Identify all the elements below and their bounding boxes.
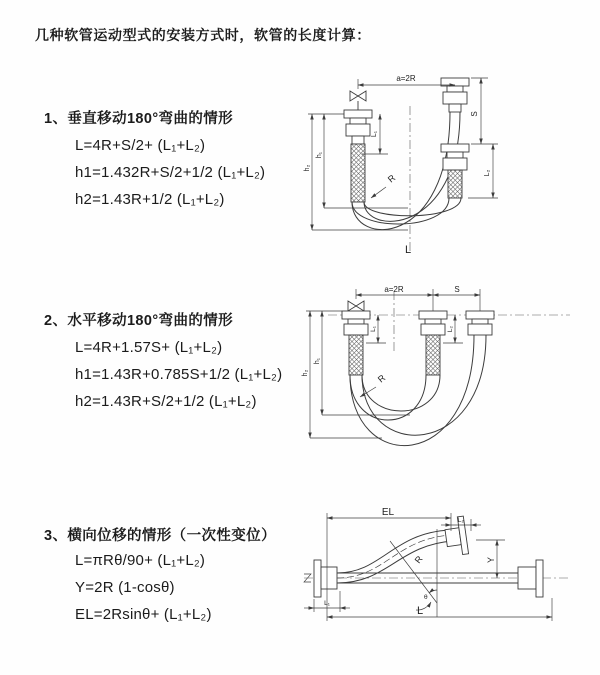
section-3-formula-Y: Y=2R (1-cosθ): [75, 579, 175, 596]
valve-icon: [350, 91, 366, 110]
section-1-heading: 1、垂直移动180°弯曲的情形: [44, 111, 234, 127]
dim-label-l1: L₁: [370, 326, 377, 332]
dim-label-s: S: [454, 285, 460, 294]
dim-label-el: EL: [381, 507, 395, 518]
dim-label-r: R: [385, 172, 398, 185]
left-fitting: [342, 311, 370, 375]
dim-label-l2: L₂: [484, 169, 491, 177]
valve-icon: [348, 301, 364, 311]
section-2-formula-h1: h1=1.43R+0.785S+1/2 (L₁+L₂): [75, 366, 283, 383]
braided-hose-section: [426, 335, 440, 375]
middle-fitting: [419, 311, 447, 375]
right-fitting-lower: [441, 144, 469, 198]
dim-label-theta: θ: [424, 594, 428, 601]
dim-a2r: [358, 74, 455, 89]
section-1-formula-L: L=4R+S/2+ (L₁+L₂): [75, 137, 206, 154]
section-1-formula-h1: h1=1.432R+S/2+1/2 (L₁+L₂): [75, 164, 266, 181]
dim-label-l: L: [404, 244, 412, 256]
braided-hose-section: [448, 170, 462, 198]
dim-label-r: R: [375, 372, 388, 385]
page-title: 几种软管运动型式的安装方式时，软管的长度计算：: [35, 27, 371, 43]
section-2-formula-h2: h2=1.43R+S/2+1/2 (L₁+L₂): [75, 393, 257, 410]
dim-label-h1: h₁: [314, 357, 321, 365]
diagram-horizontal-180-bend: [298, 283, 590, 461]
right-fitting-upper: [441, 78, 469, 112]
dim-label-l2: L₂: [447, 325, 454, 333]
dim-s: [433, 285, 480, 295]
section-1-formula-h2: h2=1.43R+1/2 (L₁+L₂): [75, 191, 225, 208]
diagram-lateral-displacement: [300, 505, 600, 630]
dim-label-a2r: a=2R: [384, 285, 404, 294]
diagram-vertical-180-bend: [300, 70, 590, 260]
left-fitting: [314, 560, 337, 597]
right-fitting-upper: [443, 516, 468, 556]
dim-l2: [468, 144, 498, 198]
dim-label-l: L: [416, 605, 424, 617]
section-3-formula-EL: EL=2Rsinθ+ (L₁+L₂): [75, 606, 212, 623]
dim-l: [327, 598, 552, 621]
dim-label-h1: h₁: [316, 151, 323, 159]
dim-label-y: Y: [486, 556, 496, 564]
section-3-heading: 3、横向位移的情形（一次性变位）: [44, 528, 276, 544]
section-2-formula-L: L=4R+1.57S+ (L₁+L₂): [75, 339, 223, 356]
radius-callout: [371, 172, 398, 198]
dim-label-l2: L₂: [457, 517, 465, 524]
left-fitting: [344, 110, 372, 202]
dim-label-l1: L₁: [324, 600, 330, 607]
dim-el: [327, 507, 451, 621]
braided-hose-section: [349, 335, 363, 375]
section-3-formula-L: L=πRθ/90+ (L₁+L₂): [75, 552, 206, 569]
dim-label-h2: h₂: [302, 369, 309, 377]
section-2-heading: 2、水平移动180°弯曲的情形: [44, 313, 234, 329]
dim-label-s: S: [470, 111, 479, 117]
right-fitting-lower: [518, 560, 543, 597]
dim-s: [470, 78, 498, 144]
braided-hose-section: [351, 144, 365, 202]
dim-label-h2: h₂: [304, 164, 311, 172]
hose-s-curve: [337, 530, 453, 583]
right-fitting: [466, 311, 494, 335]
dim-y: [476, 540, 505, 578]
dim-label-l1: L₁: [371, 130, 378, 138]
dim-label-r: R: [412, 553, 425, 566]
dim-label-a2r: a=2R: [396, 74, 416, 83]
dim-a2r: [356, 285, 480, 311]
